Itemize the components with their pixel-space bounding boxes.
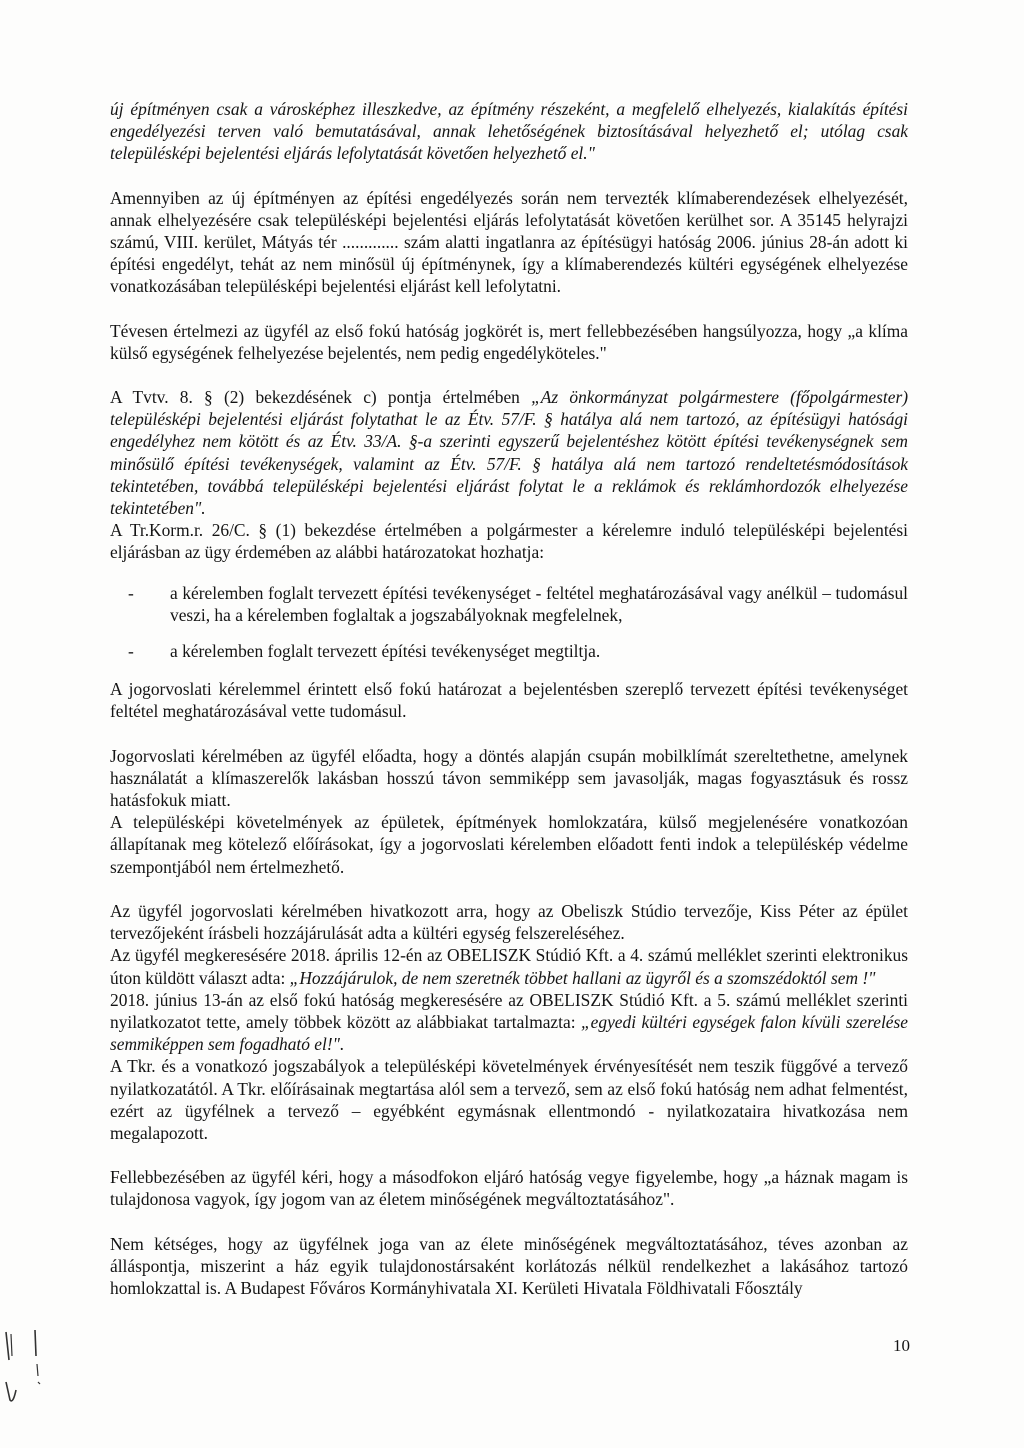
paragraph-tvtv-citation xyxy=(110,386,908,519)
paragraph-lead: Az ügyfél megkeresésére 2018. április 12-én az OBELISZK Stúdió Kft. a 4. számú melléklet szerinti elektronikus úton küldött választ adta: xyxy=(110,945,908,988)
paragraph-trkormr-citation: A Tr.Korm.r. 26/C. § (1) bekezdése értelmében a polgármester a kérelemre induló településképi bejelentési eljárásban az ügy érdemében az alábbi határozatokat hozhatja: xyxy=(110,520,908,563)
paragraph-april-reply xyxy=(110,944,908,988)
paragraph-requirements: A településképi követelmények az épületek, építmények homlokzatára, külső megjelenésére vonatkozóan állapítanak meg kötelező előírásokat, így a jogorvoslati kérelemben előadott fenti indok a településkép védelme szempontjából nem értelmezhető. xyxy=(110,812,908,877)
paragraph-quote: „egyedi kültéri egységek falon kívüli szerelése semmiképpen sem fogadható el!". xyxy=(110,1011,908,1055)
paragraph-june-statement xyxy=(110,989,908,1056)
paragraph-tkr-rules: A Tkr. és a vonatkozó jogszabályok a településképi követelmények érvényesítését nem teszik függővé a tervező nyilatkozatától. A Tkr. előírásainak megtartása alól sem a tervező, sem az első fokú hatóság nem adhat felmentést, ezért az ügyfélnek a tervező – egyébként egymásnak ellentmondó - nyilatkozataira hivatkozása nem megalapozott. xyxy=(110,1056,908,1143)
paragraph-lead: 2018. június 13-án az első fokú hatóság megkeresésére az OBELISZK Stúdió Kft. a 5. számú melléklet szerinti nyilatkozatot tette, amely többek között az alábbiakat tartalmazta: xyxy=(110,989,908,1032)
handwritten-marks xyxy=(0,1320,120,1430)
list-item: - a kérelemben foglalt tervezett építési tevékenységet - feltétel meghatározásával vagy anélkül – tudomásul veszi, ha a kérelemben foglaltak a jogszabályoknak megfelelnek, xyxy=(110,582,908,626)
paragraph-authority-scope: Tévesen értelmezi az ügyfél az első fokú hatóság jogkörét is, mert fellebbezésében hangsúlyozza, hogy „a klíma külső egységének felhelyezése bejelentés, nem pedig engedélyköteles." xyxy=(110,320,908,363)
paragraph-quote: „Az önkormányzat polgármestere (főpolgármester) településképi bejelentési eljárást folytathat le az Étv. 57/F. § hatálya alá nem tartozó, az építésügyi hatósági engedélyhez nem kötött és az Étv. 33/A. §-a szerinti egyszerű bejelentéshez kötött építési tevékenységnek sem minősülő építési tevékenységek, valamint az Étv. 57/F. § hatálya alá nem tartozó rendeltetésmódosítások tekintetében, továbbá településképi bejelentési eljárást folytat le a reklámok és reklámhordozók elhelyezése tekintetében". xyxy=(110,387,909,519)
decision-list xyxy=(110,582,908,663)
paragraph-lead: A Tvtv. 8. § (2) bekezdésének c) pontja értelmében xyxy=(110,387,532,408)
paragraph-mobile-climate: Jogorvoslati kérelmében az ügyfél előadta, hogy a döntés alapján csupán mobilklímát szereltethetne, amelynek használatát a klímaszerelők lakásban hosszú távon semmiképp sem javasolják, magas fogyasztásuk és rossz hatásfokuk miatt. xyxy=(110,745,908,811)
paragraph-first-instance-decision: A jogorvoslati kérelemmel érintett első fokú határozat a bejelentésben szereplő tervezett építési tevékenységet feltétel meghatározásával vette tudomásul. xyxy=(110,679,908,722)
page-number: 10 xyxy=(893,1336,910,1355)
quoted-paragraph-italic: új építményen csak a városképhez illeszkedve, az építmény részeként, a megfelelő elhelyezés, kialakítás építési engedélyezési terven való bemutatásával, annak lehetőségének biztosításával helyezhető el; utólag csak településképi bejelentési eljárás lefolytatását követően helyezhető el." xyxy=(110,99,908,164)
document-body xyxy=(110,98,908,1299)
paragraph-quote: „Hozzájárulok, de nem szeretnék többet hallani az ügyről és a szomszédoktól sem !" xyxy=(289,967,876,988)
paragraph-ownership: Nem kétséges, hogy az ügyfélnek joga van az élete minőségének megváltoztatásához, téves azonban az álláspontja, miszerint a ház egyik tulajdonostársaként korlátozás nélkül rendelkezhet a lakásához tartozó homlokzattal is. A Budapest Főváros Kormányhivatala XI. Kerületi Hivatala Földhivatali Főosztály xyxy=(110,1233,908,1298)
paragraph-designer-consent: Az ügyfél jogorvoslati kérelmében hivatkozott arra, hogy az Obeliszk Stúdio tervezője, Kiss Péter az épület tervezőjeként írásbeli hozzájárulását adta a kültéri egység felszereléséhez. xyxy=(110,900,908,944)
paragraph-appeal-request: Fellebbezésében az ügyfél kéri, hogy a másodfokon eljáró hatóság vegye figyelembe, hogy „a háznak magam is tulajdonosa vagyok, így jogom van az életem minőségének megváltoztatásához". xyxy=(110,1167,908,1210)
paragraph-climate-installation: Amennyiben az új építményen az építési engedélyezés során nem tervezték klímaberendezések elhelyezését, annak elhelyezésére csak településképi bejelentési eljárás lefolytatását követően kerülhet sor. A 35145 helyrajzi számú, VIII. kerület, Mátyás tér ............. szám alatti ingatlanra az építésügyi hatóság 2006. június 28-án adott ki építési engedélyt, tehát az nem minősül új építménynek, így a klímaberendezés kültéri egységének elhelyezése vonatkozásában településképi bejelentési eljárást kell lefolytatni. xyxy=(110,187,908,297)
list-item: - a kérelemben foglalt tervezett építési tevékenységet megtiltja. xyxy=(110,640,908,662)
